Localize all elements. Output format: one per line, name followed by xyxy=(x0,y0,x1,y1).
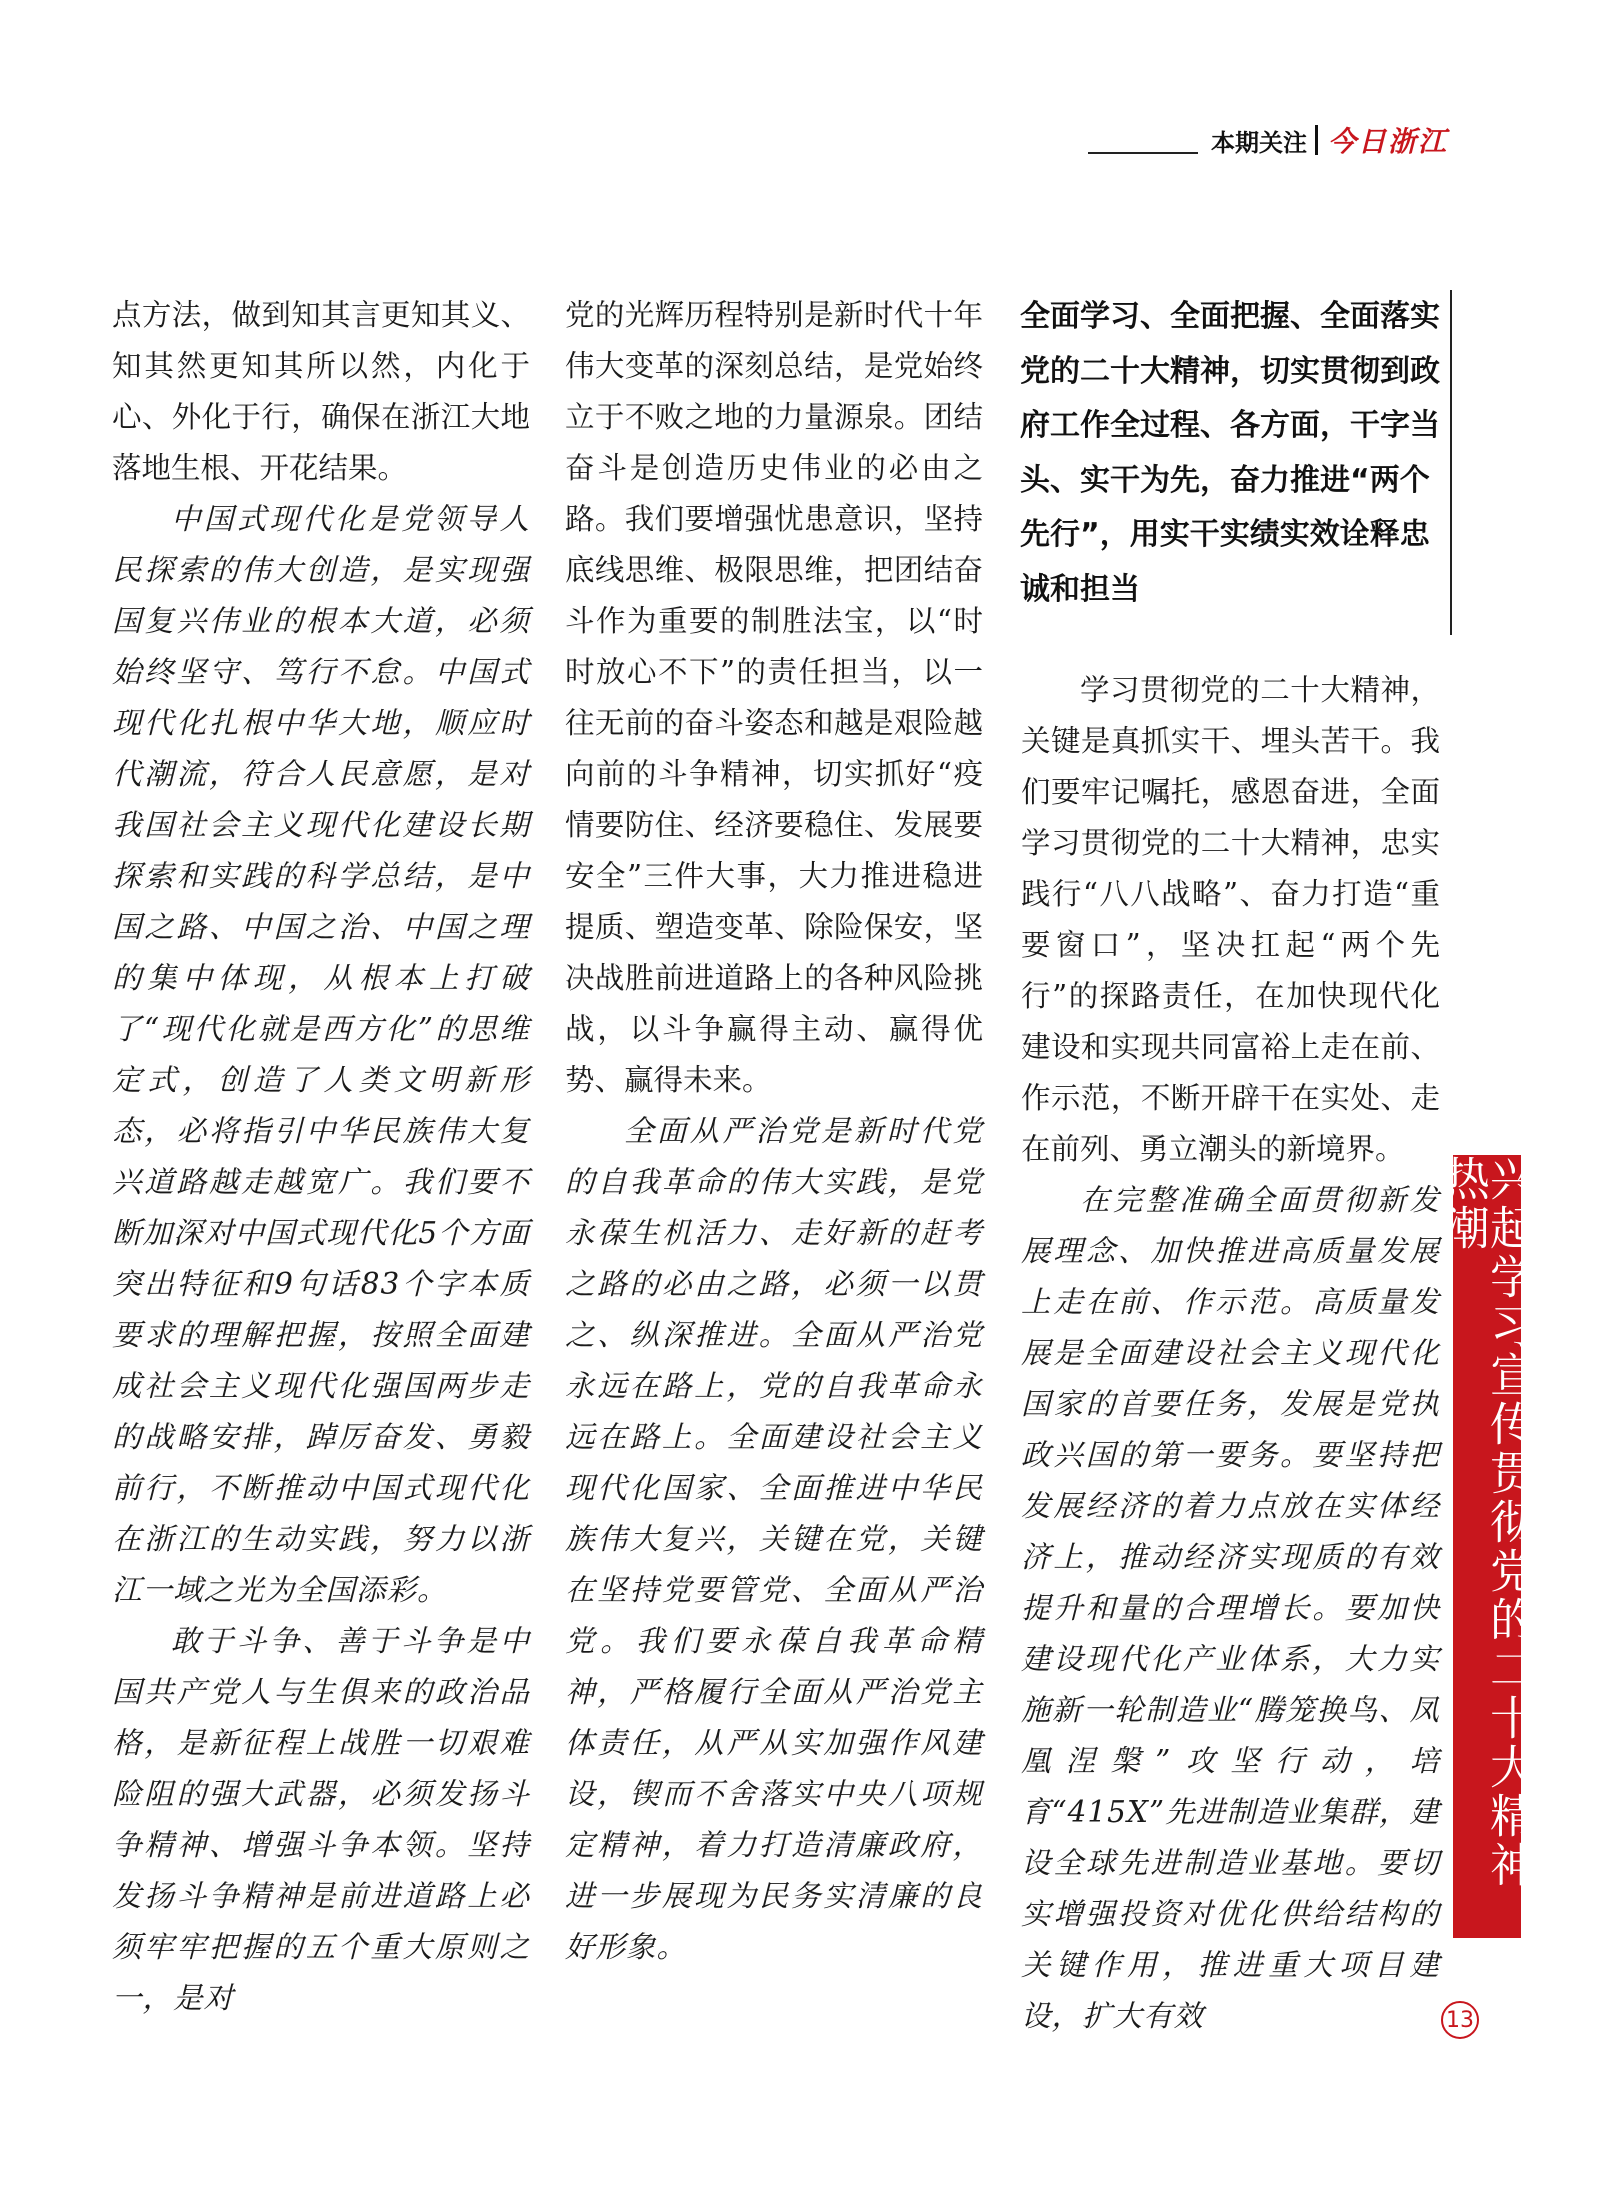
paragraph: 学习贯彻党的二十大精神，关键是真抓实干、埋头苦干。我们要牢记嘱托，感恩奋进，全面学习贯彻党的二十大精神，忠实践行“八八战略”、奋力打造“重要窗口”，坚决扛起“两个先行”的探路责任，在加快现代化建设和实现共同富裕上走在前、作示范，不断开辟干在实处、走在前列、勇立潮头的新境界。 xyxy=(1021,673,1440,1166)
banner-text: 兴起学习宣传贯彻党的二十大精神热潮 xyxy=(1437,1155,1537,1890)
magazine-brand: 今日浙江 xyxy=(1327,125,1448,158)
paragraph: 点方法，做到知其言更知其义、知其然更知其所以然，内化于心、外化于行，确保在浙江大地落地生根、开花结果。 xyxy=(112,298,530,485)
paragraph-lead: 中国式现代化是党领导人民探索的伟大创造，是实现强国复兴伟业的根本大道，必须始终坚守、笃行不怠。中国式现代化扎根中华大地，顺应时代潮流，符合人民意愿，是对我国社会主义现代化建设长期探索和实践的科学总结，是中国之路、中国之治、中国之理的集中体现，从根本上打破了“现代化就是西方化”的思维定式，创造了人类文明新形态，必将指引中华民族伟大复兴道路越走越宽广。我们要不断加深对中国式现代化5个方面突出特征和9句话83个字本质要求的理解把握，按照全面建成社会主义现代化强国两步走的战略安排，踔厉奋发、勇毅前行，不断推动中国式现代化在浙江的生动实践，努力以浙江一域之光为全国添彩。 xyxy=(112,502,530,1607)
article-column-1 xyxy=(112,290,530,2024)
header-rule xyxy=(1088,152,1198,154)
page-number: 13 xyxy=(1441,2001,1479,2039)
pull-quote-text: 全面学习、全面把握、全面落实党的二十大精神，切实贯彻到政府工作全过程、各方面，干字当头、实干为先，奋力推进“两个先行”，用实干实绩实效诠释忠诚和担当 xyxy=(1020,299,1440,607)
article-column-2 xyxy=(565,290,983,1973)
paragraph-lead: 在完整准确全面贯彻新发展理念、加快推进高质量发展上走在前、作示范。高质量发展是全面建设社会主义现代化国家的首要任务，发展是党执政兴国的第一要务。要坚持把发展经济的着力点放在实体经济上，推动经济实现质的有效提升和量的合理增长。要加快建设现代化产业体系，大力实施新一轮制造业“腾笼换鸟、凤凰涅槃”攻坚行动，培育“415X”先进制造业集群，建设全球先进制造业基地。要切实增强投资对优化供给结构的关键作用，推进重大项目建设，扩大有效 xyxy=(1021,1183,1440,2033)
vertical-banner xyxy=(1437,1155,1537,1938)
page-header xyxy=(1088,120,1448,160)
paragraph-lead: 全面从严治党是新时代党的自我革命的伟大实践，是党永葆生机活力、走好新的赶考之路的必由之路，必须一以贯之、纵深推进。全面从严治党永远在路上，党的自我革命永远在路上。全面建设社会主义现代化国家、全面推进中华民族伟大复兴，关键在党，关键在坚持党要管党、全面从严治党。我们要永葆自我革命精神，严格履行全面从严治党主体责任，从严从实加强作风建设，锲而不舍落实中央八项规定精神，着力打造清廉政府，进一步展现为民务实清廉的良好形象。 xyxy=(565,1114,983,1964)
paragraph-lead: 敢于斗争、善于斗争是中国共产党人与生俱来的政治品格，是新征程上战胜一切艰难险阻的强大武器，必须发扬斗争精神、增强斗争本领。坚持发扬斗争精神是前进道路上必须牢牢把握的五个重大原则之一，是对 xyxy=(112,1624,530,2015)
pull-quote-rule xyxy=(1450,290,1452,635)
header-divider xyxy=(1315,125,1318,155)
article-column-3 xyxy=(1021,665,1440,2042)
section-label: 本期关注 xyxy=(1210,128,1307,157)
paragraph: 党的光辉历程特别是新时代十年伟大变革的深刻总结，是党始终立于不败之地的力量源泉。团结奋斗是创造历史伟业的必由之路。我们要增强忧患意识，坚持底线思维、极限思维，把团结奋斗作为重要的制胜法宝，以“时时放心不下”的责任担当，以一往无前的奋斗姿态和越是艰险越向前的斗争精神，切实抓好“疫情要防住、经济要稳住、发展要安全”三件大事，大力推进稳进提质、塑造变革、除险保安，坚决战胜前进道路上的各种风险挑战，以斗争赢得主动、赢得优势、赢得未来。 xyxy=(565,298,983,1097)
pull-quote xyxy=(1020,290,1452,635)
